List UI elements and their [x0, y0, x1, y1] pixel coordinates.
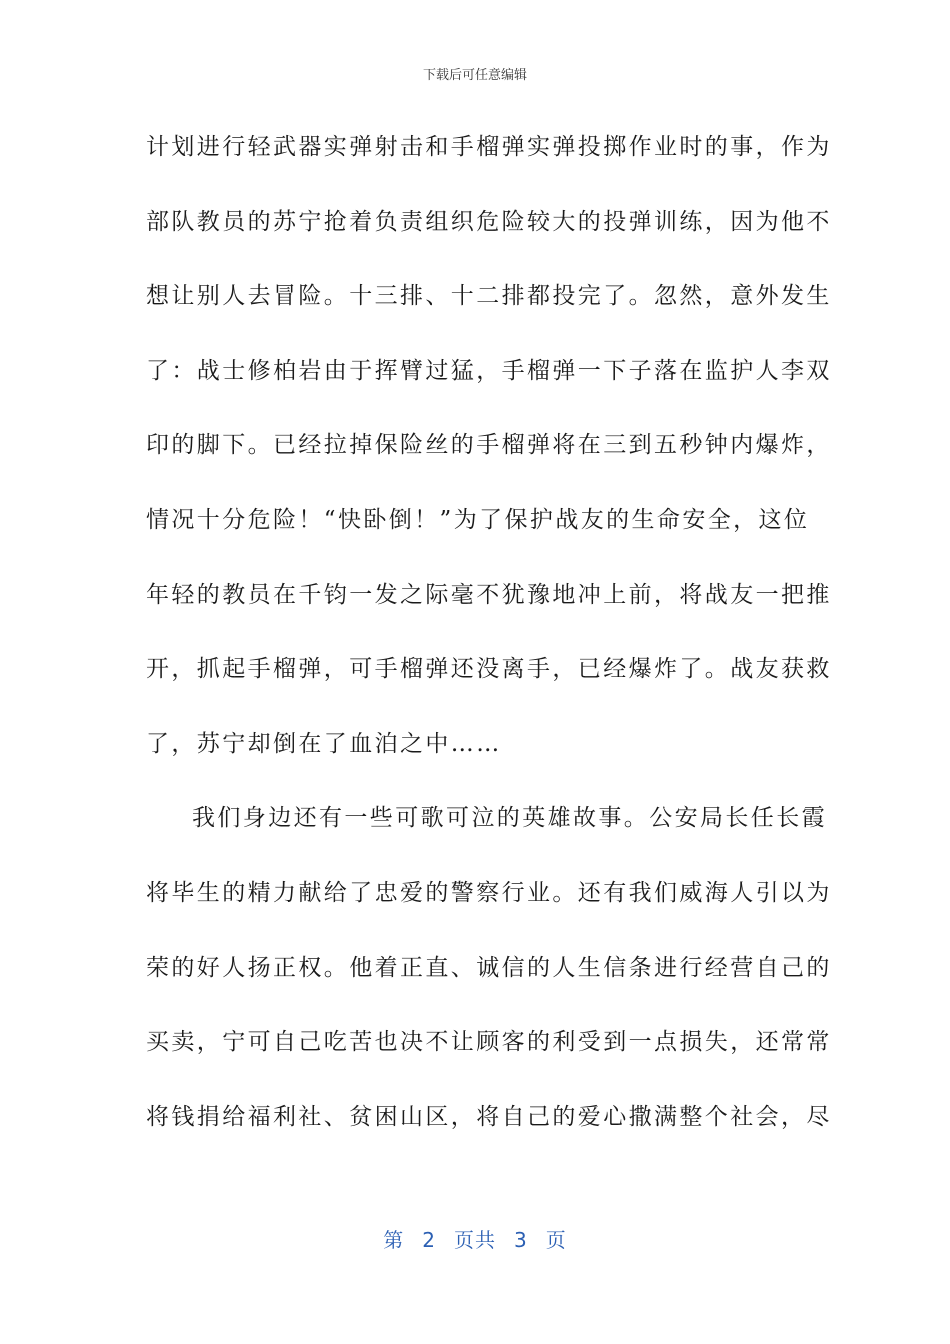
document-body — [146, 120, 832, 1164]
paragraph-line: 将钱捐给福利社、贫困山区，将自己的爱心撒满整个社会，尽 — [146, 1103, 832, 1130]
footer-middle: 页共 — [454, 1228, 496, 1252]
paragraph-line: 了：战士修柏岩由于挥臂过猛，手榴弹一下子落在监护人李双 — [146, 357, 832, 384]
paragraph-line: 印的脚下。已经拉掉保险丝的手榴弹将在三到五秒钟内爆炸， — [146, 432, 832, 459]
page-header: 下载后可任意编辑 — [422, 68, 527, 83]
paragraph-line: 情况十分危险！“快卧倒！”为了保护战友的生命安全，这位 — [146, 506, 810, 533]
paragraph-line: 想让别人去冒险。十三排、十二排都投完了。忽然，意外发生 — [146, 283, 832, 310]
paragraph-line: 我们身边还有一些可歌可泣的英雄故事。公安局长任长霞 — [192, 805, 827, 832]
paragraph-line: 荣的好人扬正权。他着正直、诚信的人生信条进行经营自己的 — [146, 954, 832, 981]
footer-current-page: 2 — [422, 1228, 436, 1252]
paragraph-line: 开，抓起手榴弹，可手榴弹还没离手，已经爆炸了。战友获救 — [146, 656, 832, 683]
footer-total-pages: 3 — [514, 1228, 528, 1252]
paragraph-line: 买卖，宁可自己吃苦也决不让顾客的利受到一点损失，还常常 — [146, 1029, 832, 1056]
page-footer — [0, 1224, 950, 1253]
paragraph-line: 将毕生的精力献给了忠爱的警察行业。还有我们威海人引以为 — [146, 879, 832, 906]
footer-suffix: 页 — [545, 1228, 567, 1252]
footer-prefix: 第 — [383, 1228, 405, 1252]
paragraph-line: 部队教员的苏宁抢着负责组织危险较大的投弹训练，因为他不 — [146, 208, 832, 235]
paragraph-line: 了，苏宁却倒在了血泊之中…… — [146, 730, 502, 757]
paragraph-line: 年轻的教员在千钧一发之际毫不犹豫地冲上前，将战友一把推 — [146, 581, 832, 608]
paragraph-line: 计划进行轻武器实弹射击和手榴弹实弹投掷作业时的事，作为 — [146, 134, 832, 160]
